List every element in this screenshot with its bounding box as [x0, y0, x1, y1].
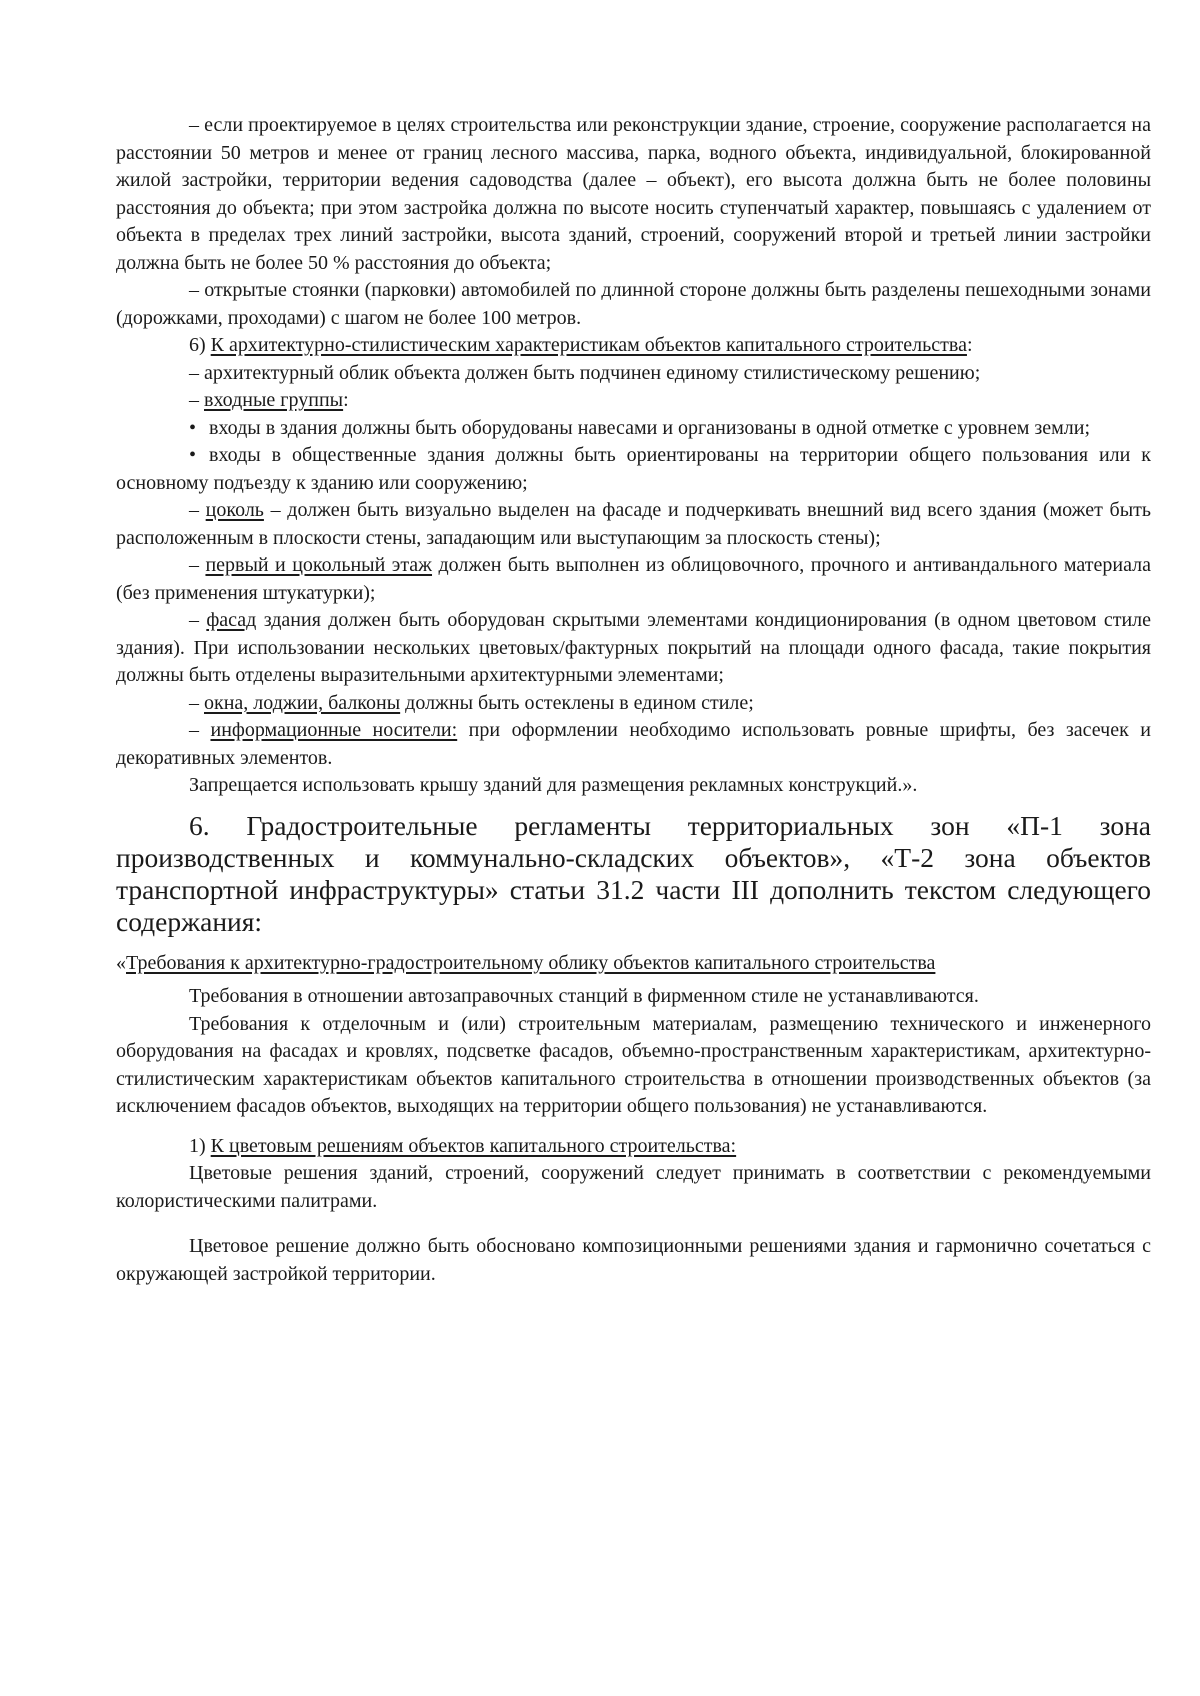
dash: –	[189, 691, 204, 714]
underlined-term-plinth: цоколь	[205, 499, 264, 521]
underlined-heading-color: К цветовым решениям объектов капитального строительства:	[210, 1134, 737, 1157]
dash: –	[189, 609, 207, 631]
paragraph-text: должен быть выполнен из облицовочного, прочного и антивандального материала (без применения штукатурки);	[116, 554, 1152, 604]
paragraph-entrance-groups	[116, 387, 1151, 415]
paragraph-color-harmony: Цветовое решение должно быть обосновано композиционными решениями здания и гармонично сочетаться с окружающей застройкой территории.	[116, 1235, 1151, 1285]
bullet-text: входы в здания должны быть оборудованы навесами и организованы в одной отметке с уровнем земли;	[209, 416, 1091, 439]
item-number: 6)	[189, 334, 211, 356]
underlined-term-first-floor: первый и цокольный этаж	[205, 554, 433, 576]
colon: :	[343, 389, 349, 411]
dash: –	[189, 499, 206, 521]
underlined-requirements-title: Требования к архитектурно-градостроительному облику объектов капитального строительства	[126, 951, 936, 974]
paragraph-text: – должен быть визуально выделен на фасаде и подчеркивать внешний вид всего здания (может быть расположенным в плоскости стены, западающим или выступающим за плоскость стены);	[116, 499, 1151, 549]
paragraph-height-limit: – если проектируемое в целях строительства или реконструкции здание, строение, сооружение располагается на расстоянии 50 метров и менее от границ лесного массива, парка, водного объекта, индивидуальной, блокированной жилой застройки, территории ведения садоводства (далее – объект), его высота должна быть не более половины расстояния до объекта; при этом застройка должна по высоте носить ступенчатый характер, повышаясь с удалением от объекта в пределах трех линий застройки, высота зданий, строений, сооружений второй и третьей линии застройки должна быть не более 50 % расстояния до объекта;	[116, 114, 1151, 274]
underlined-heading: К архитектурно-стилистическим характеристикам объектов капитального строительства	[210, 334, 967, 356]
paragraph-plinth	[116, 497, 1151, 552]
paragraph-unified-style: – архитектурный облик объекта должен быть подчинен единому стилистическому решению;	[189, 361, 981, 384]
bullet-icon: •	[189, 444, 197, 466]
bullet-item-public-entrances	[116, 442, 1151, 497]
paragraph-info-carriers	[116, 717, 1151, 772]
heading-architectural-style	[116, 332, 1151, 360]
paragraph-text: должны быть остеклены в едином стиле;	[400, 691, 754, 714]
underlined-term-facade: фасад	[206, 609, 257, 631]
dash: –	[189, 389, 204, 411]
requirements-title	[116, 950, 1151, 978]
paragraph-facade	[116, 607, 1151, 690]
item-number: 1)	[189, 1134, 211, 1157]
bullet-item-canopies	[116, 415, 1151, 443]
quote-mark: «	[116, 951, 126, 974]
paragraph-text: здания должен быть оборудован скрытыми элементами кондиционирования (в одном цветовом стиле здания). При использовании нескольких цветовых/фактурных покрытий на площади одного фасада, такие покрытия должны быть отделены выразительными архитектурными элементами;	[116, 609, 1152, 686]
dash: –	[189, 719, 211, 741]
paragraph-text: при оформлении необходимо использовать ровные шрифты, без засечек и декоративных элементов.	[116, 719, 1151, 769]
paragraph-windows	[116, 690, 1151, 718]
document-page	[116, 112, 1151, 1288]
heading-colon: :	[966, 334, 973, 356]
underlined-term-entrance-groups: входные группы	[204, 389, 344, 411]
paragraph-first-floor	[116, 552, 1151, 607]
dash: –	[189, 554, 206, 576]
section-6-heading: 6. Градостроительные регламенты территориальных зон «П-1 зона производственных и коммунально-складских объектов», «Т-2 зона объектов транспортной инфраструктуры» статьи 31.2 части III дополнить текстом следующего содержания:	[116, 809, 1151, 937]
paragraph-color-palettes: Цветовые решения зданий, строений, сооружений следует принимать в соответствии с рекомендуемыми колористическими палитрами.	[116, 1162, 1151, 1212]
paragraph-materials: Требования к отделочным и (или) строительным материалам, размещению технического и инженерного оборудования на фасадах и кровлях, подсветке фасадов, объемно-пространственным характеристикам, архитектурно-стилистическим характеристикам объектов капитального строительства в отношении производственных объектов (за исключением фасадов объектов, выходящих на территории общего пользования) не устанавливаются.	[116, 1012, 1151, 1117]
underlined-term-info-carriers: информационные носители:	[210, 719, 458, 741]
paragraph-parking: – открытые стоянки (парковки) автомобилей по длинной стороне должны быть разделены пешеходными зонами (дорожками, проходами) с шагом не более 100 метров.	[116, 279, 1151, 329]
paragraph-gas-stations: Требования в отношении автозаправочных станций в фирменном стиле не устанавливаются.	[189, 985, 979, 1007]
bullet-text: входы в общественные здания должны быть ориентированы на территории общего пользования или к основному подъезду к зданию или сооружению;	[116, 444, 1151, 494]
underlined-term-windows: окна, лоджии, балконы	[204, 691, 401, 714]
paragraph-roof-ban: Запрещается использовать крышу зданий для размещения рекламных конструкций.».	[189, 774, 918, 796]
bullet-icon: •	[189, 416, 197, 439]
heading-color-solutions	[116, 1133, 1151, 1161]
